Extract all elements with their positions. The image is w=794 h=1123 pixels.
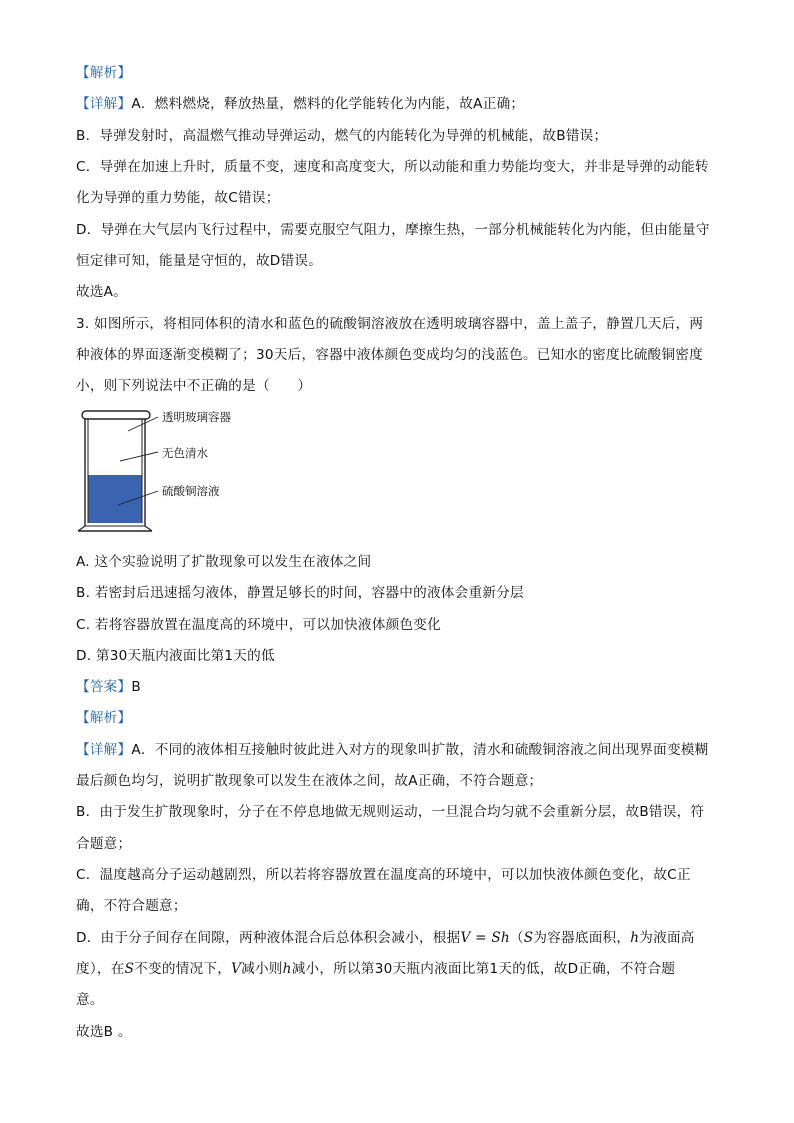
symbol-h: h [630,930,640,946]
option-c: C. 若将容器放置在温度高的环境中，可以加快液体颜色变化 [76,617,441,633]
question-stem-2: 种液体的界面逐渐变模糊了；30天后，容器中液体颜色变成均匀的浅蓝色。已知水的密度比硫酸铜密度 [76,347,703,363]
d1-text-mid: 为容器底面积， [533,930,631,946]
container-lid [82,411,150,419]
container-figure [70,405,290,540]
answer-line [76,678,141,696]
analysis-heading: 【解析】 [76,65,132,81]
q3-detail-d1 [76,929,695,947]
detail-line-a [76,95,524,113]
d2-text-mid1: 不变的情况下， [134,961,232,977]
q3-detail-a1-text: A．不同的液体相互接触时彼此进入对方的现象叫扩散，清水和硫酸铜溶液之间出现界面变模糊 [131,742,709,758]
detail-tag: 【详解】 [76,96,132,112]
d2-text-post: 减小，所以第30天瓶内液面比第1天的低，故D正确，不符合题 [291,961,676,977]
label-water: 无色清水 [162,446,208,460]
detail-line-d1: D．导弹在大气层内飞行过程中，需要克服空气阻力，摩擦生热，一部分机械能转化为内能，但由能量守 [76,222,710,238]
detail-line-c2: 化为导弹的重力势能，故C错误； [76,190,280,206]
q3-detail-b2: 合题意； [76,836,132,852]
q3-detail-c1: C．温度越高分子运动越剧烈，所以若将容器放置在温度高的环境中，可以加快液体颜色变化，故C正 [76,867,691,883]
q3-detail-b1: B．由于发生扩散现象时，分子在不停息地做无规则运动，一旦混合均匀就不会重新分层，故B错误，符 [76,804,705,820]
symbol-s: S [523,930,534,946]
detail-text-a: A．燃料燃烧，释放热量，燃料的化学能转化为内能，故A正确； [131,96,525,112]
detail-line-d2: 恒定律可知，能量是守恒的，故D错误。 [76,253,323,269]
d2-text-pre: 度），在 [76,961,125,977]
q3-detail-a2: 最后颜色均匀，说明扩散现象可以发生在液体之间，故A正确，不符合题意； [76,773,543,789]
option-a: A. 这个实验说明了扩散现象可以发生在液体之间 [76,554,372,570]
d1-paren: （ [509,930,524,946]
formula-v-sh: V = Sh [460,930,510,946]
detail-tag-2: 【详解】 [76,742,132,758]
answer-tag: 【答案】 [76,679,132,695]
label-solution: 硫酸铜溶液 [162,484,220,498]
analysis-heading-2: 【解析】 [76,710,132,726]
d1-text-pre: D．由于分子间存在间隙，两种液体混合后总体积会减小，根据 [76,930,461,946]
d1-text-post: 为液面高 [639,930,695,946]
answer-value: B [131,679,141,695]
detail-line-c1: C．导弹在加速上升时，质量不变，速度和高度变大，所以动能和重力势能均变大，并非是导弹的动能转 [76,159,709,175]
option-d: D. 第30天瓶内液面比第1天的低 [76,648,275,664]
question-stem-3: 小，则下列说法中不正确的是（ ） [76,378,312,394]
option-b: B. 若密封后迅速摇匀液体，静置足够长的时间，容器中的液体会重新分层 [76,585,524,601]
q3-conclusion: 故选B 。 [76,1024,132,1040]
q3-detail-a1 [76,741,709,759]
glass-container-diagram [70,405,290,540]
question-stem-1: 3. 如图所示，将相同体积的清水和蓝色的硫酸铜溶液放在透明玻璃容器中，盖上盖子，静置几天后，两 [76,316,704,332]
symbol-v: V [231,961,242,977]
q3-detail-d2 [76,960,675,978]
q3-detail-c2: 确，不符合题意； [76,898,187,914]
symbol-s-2: S [124,961,135,977]
detail-line-b: B．导弹发射时，高温燃气推动导弹运动，燃气的内能转化为导弹的机械能，故B错误； [76,128,608,144]
symbol-h-2: h [282,961,292,977]
label-container: 透明玻璃容器 [162,410,231,424]
leader-water [120,452,158,461]
q3-detail-d3: 意。 [76,992,104,1008]
conclusion-line: 故选A。 [76,284,128,300]
d2-text-mid2: 减小则 [241,961,283,977]
